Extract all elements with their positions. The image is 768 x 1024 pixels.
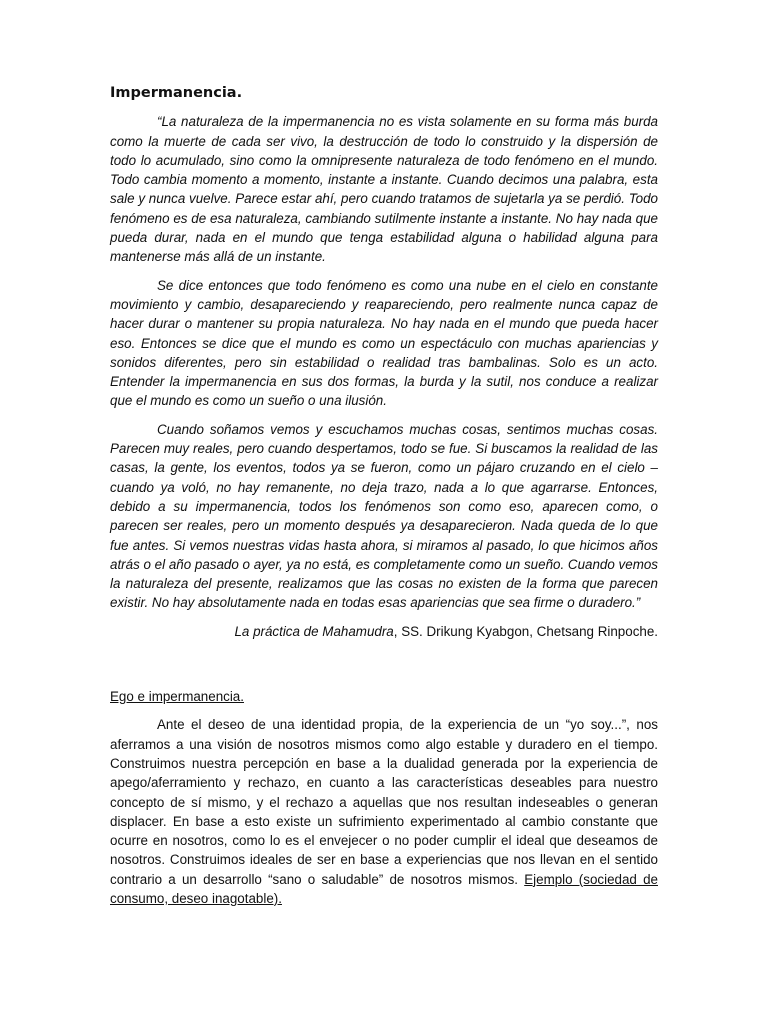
section-title: Ego e impermanencia.: [110, 689, 244, 705]
quote-attribution: [110, 622, 658, 641]
document-body: [110, 84, 658, 917]
quote-paragraph-1: “La naturaleza de la impermanencia no es vista solamente en su forma más burda como la muerte de cada ser vivo, la destrucción de todo lo construido y la dispersión de todo lo acumulado, sino como la omnipresente naturaleza de todo fenómeno en el mundo. Todo cambia momento a momento, instante a instante. Cuando decimos una palabra, esta sale y nunca vuelve. Parece estar ahí, pero cuando tratamos de sujetarla ya se perdió. Todo fenómeno es de esa naturaleza, cambiando sutilmente instante a instante. No hay nada que pueda durar, nada en el mundo que tenga estabilidad alguna o habilidad alguna para mantenerse más allá de un instante.: [110, 114, 658, 265]
section-example-link[interactable]: Ejemplo (sociedad de consumo, deseo inagotable).: [110, 871, 658, 906]
attribution-authors: , SS. Drikung Kyabgon, Chetsang Rinpoche.: [393, 623, 658, 639]
quote-paragraph-2: Se dice entonces que todo fenómeno es como una nube en el cielo en constante movimiento y cambio, desapareciendo y reapareciendo, pero realmente nunca capaz de hacer durar o mantener su propia naturaleza. No hay nada en el mundo que pueda hacer eso. Entonces se dice que el mundo es como un espectáculo con muchas apariencias y sonidos diferentes, pero sin estabilidad o realidad tras bambalinas. Solo es un acto. Entender la impermanencia en sus dos formas, la burda y la sutil, nos conduce a realizar que el mundo es como un sueño o una ilusión.: [110, 277, 658, 409]
quote-paragraph-3: Cuando soñamos vemos y escuchamos muchas cosas, sentimos muchas cosas. Parecen muy reales, pero cuando despertamos, todo se fue. Si buscamos la realidad de las casas, la gente, los eventos, todos ya se fueron, como un pájaro cruzando en el cielo – cuando ya voló, no hay remanente, no deja trazo, nada a lo que agarrarse. Entonces, debido a su impermanencia, todos los fenómenos son como eso, aparecen como, o parecen ser reales, pero un momento después ya desaparecieron. Nada queda de lo que fue antes. Si vemos nuestras vidas hasta ahora, si miramos al pasado, lo que hicimos años atrás o el año pasado o ayer, ya no está, es completamente como un sueño. Cuando vemos la naturaleza del presente, realizamos que las cosas no existen de la forma que parecen existir. No hay absolutamente nada en todas esas apariencias que sea firme o duradero.”: [110, 421, 658, 611]
page-title: Impermanencia.: [110, 85, 243, 101]
attribution-book-title: La práctica de Mahamudra: [234, 623, 394, 639]
section-paragraph: [110, 715, 658, 908]
section-paragraph-text: Ante el deseo de una identidad propia, de la experiencia de un “yo soy...”, nos aferramos a una visión de nosotros mismos como algo estable y duradero en el tiempo. Construimos nuestra percepción en base a la dualidad generada por la experiencia de apego/aferramiento y rechazo, en cuanto a las características deseables para nuestro concepto de sí mismo, y el rechazo a aquellas que nos resultan indeseables o generan displacer. En base a esto existe un sufrimiento experimentado al cambio constante que ocurre en nosotros, como lo es el envejecer o no poder cumplir el ideal que deseamos de nosotros. Construimos ideales de ser en base a experiencias que nos llevan en el sentido contrario a un desarrollo “sano o saludable” de nosotros mismos.: [110, 717, 658, 887]
